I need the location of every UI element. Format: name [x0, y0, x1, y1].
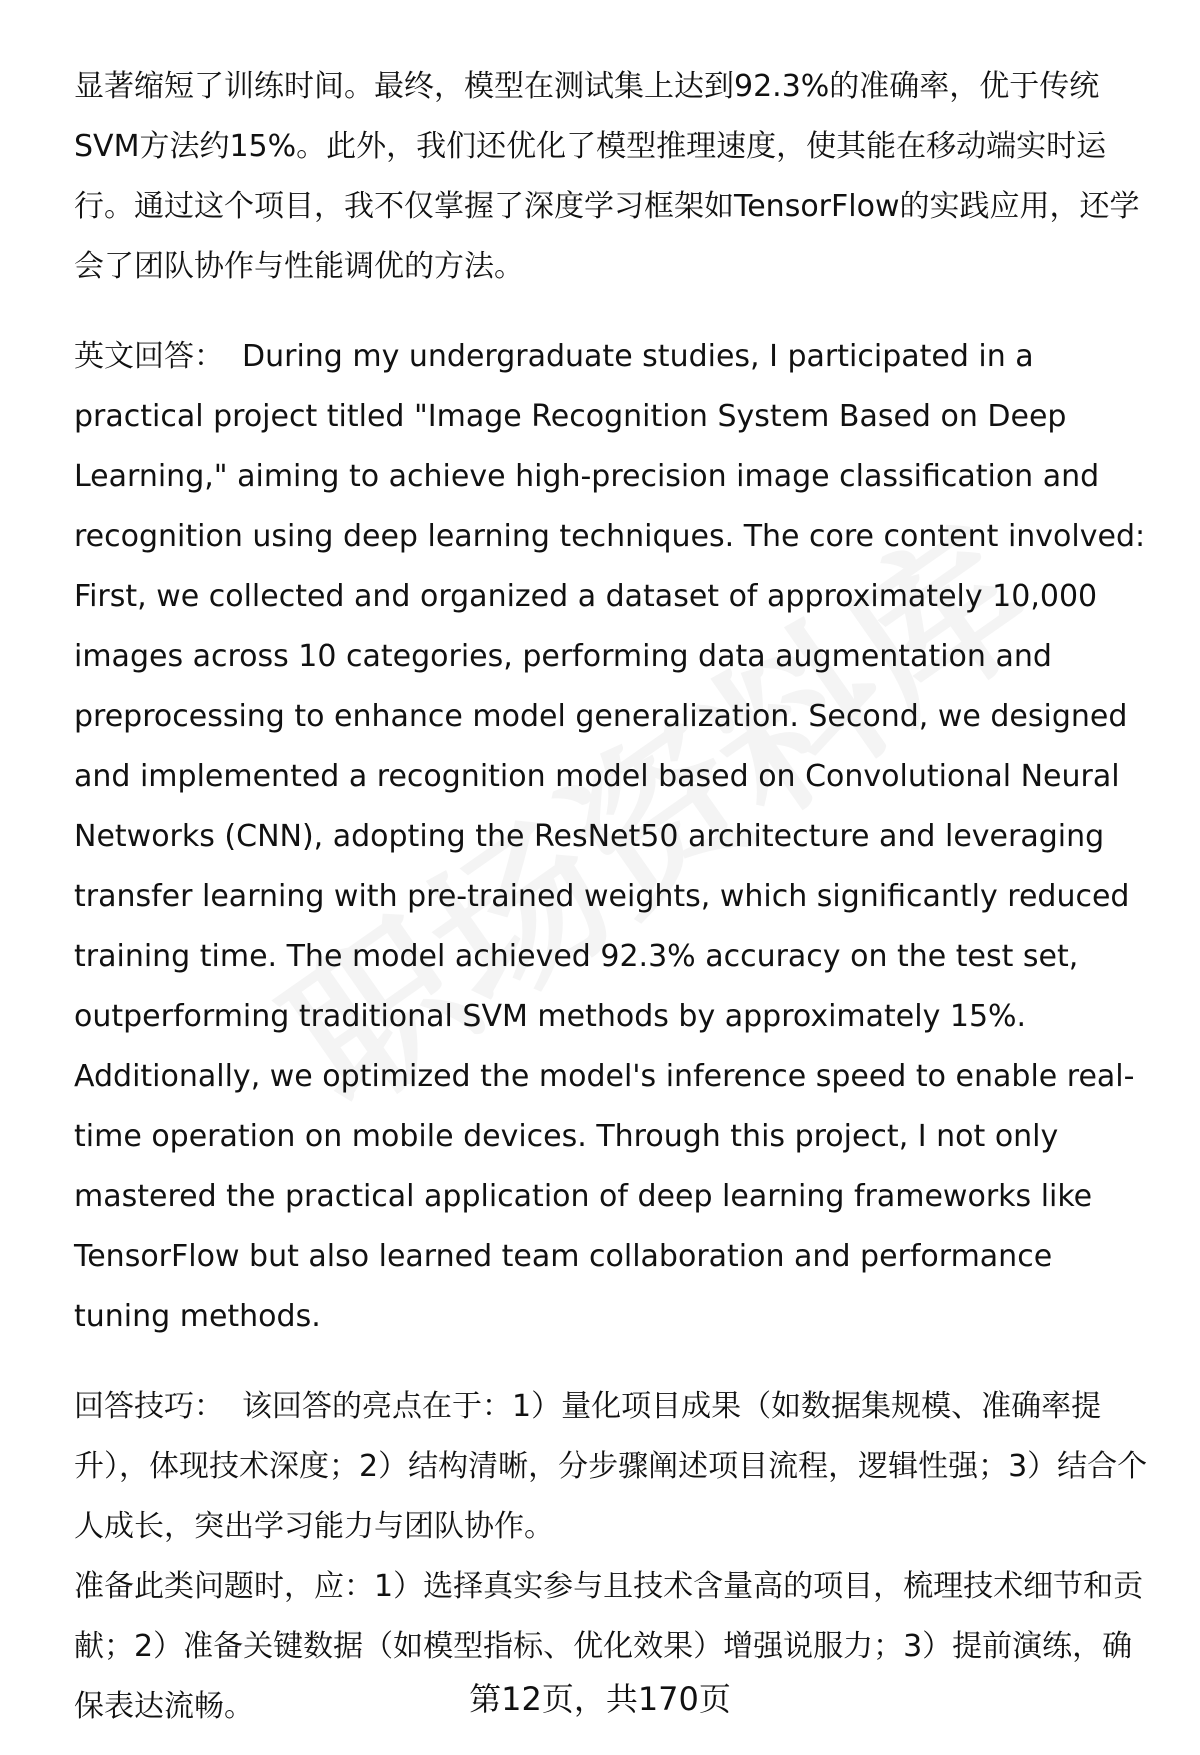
english-answer-text: During my undergraduate studies, I participated in a practical project titled "Image Recognition System Based on Deep Learning," aiming to achieve high-precision image classification and recognition using deep learning techniques. The core content involved: First, we collected and organized a dataset of approximately 10,000 images across 10 categories, performing data augmentation and preprocessing to enhance model generalization. Second, we designed and implemented a recognition model based on Convolutional Neural Networks (CNN), adopting the ResNet50 architecture and leveraging transfer learning with pre-trained weights, which significantly reduced training time. The model achieved 92.3% accuracy on the test set, outperforming traditional SVM methods by approximately 15%. Additionally, we optimized the model's inference speed to enable real-time operation on mobile devices. Through this project, I not only mastered the practical application of deep learning frameworks like TensorFlow but also learned team collaboration and performance tuning methods. — [74, 339, 1146, 1334]
preparation-tips-paragraph: 准备此类问题时，应：1）选择真实参与且技术含量高的项目，梳理技术细节和贡献；2）准备关键数据（如模型指标、优化效果）增强说服力；3）提前演练，确保表达流畅。 — [74, 1569, 1144, 1724]
chinese-answer-continuation: 显著缩短了训练时间。最终，模型在测试集上达到92.3%的准确率，优于传统SVM方法约15%。此外，我们还优化了模型推理速度，使其能在移动端实时运行。通过这个项目，我不仅掌握了深度学习框架如TensorFlow的实践应用，还学会了团队协作与性能调优的方法。 — [74, 69, 1140, 284]
english-answer-label: 英文回答： — [74, 339, 224, 374]
paragraph-gap — [74, 297, 1154, 327]
paragraph-gap — [74, 1347, 1154, 1377]
answer-tips-label: 回答技巧： — [74, 1389, 224, 1424]
english-answer-paragraph — [74, 327, 1154, 1347]
page-number: 第12页，共170页 — [469, 1680, 731, 1718]
page-content — [74, 57, 1154, 1737]
answer-tips-text: 该回答的亮点在于：1）量化项目成果（如数据集规模、准确率提升），体现技术深度；2）结构清晰，分步骤阐述项目流程，逻辑性强；3）结合个人成长，突出学习能力与团队协作。 — [74, 1389, 1148, 1544]
answer-tips-paragraph — [74, 1377, 1154, 1557]
